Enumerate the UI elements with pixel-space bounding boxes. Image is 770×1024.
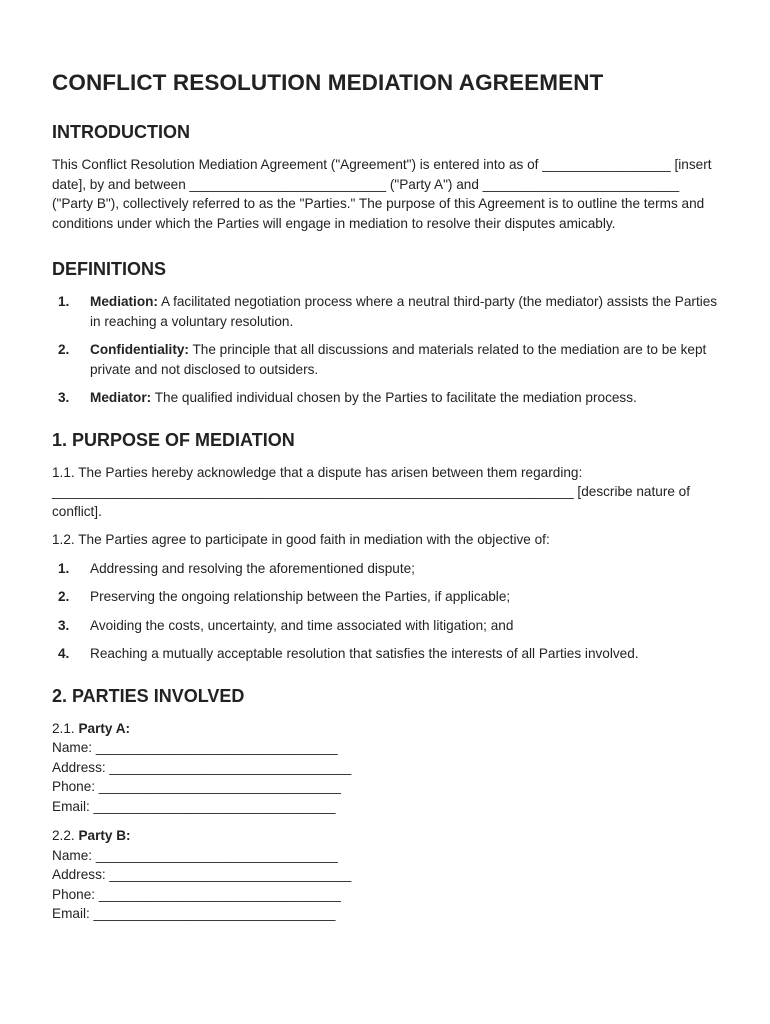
- purpose-paragraph-2: 1.2. The Parties agree to participate in good faith in mediation with the objective of:: [52, 532, 550, 547]
- objective-text: Reaching a mutually acceptable resolution that satisfies the interests of all Parties involved.: [90, 646, 639, 661]
- party-b-block: [52, 826, 718, 924]
- purpose-paragraph-1: 1.1. The Parties hereby acknowledge that a dispute has arisen between them regarding: _____________________________________________________________________ [describe nature of conflict].: [52, 464, 691, 519]
- definition-term: Mediator:: [90, 390, 152, 405]
- purpose-heading: 1. PURPOSE OF MEDIATION: [52, 429, 295, 450]
- party-b-phone-field: Phone: ________________________________: [52, 886, 341, 902]
- definition-text: [90, 388, 718, 408]
- party-a-name-field: Name: ________________________________: [52, 740, 338, 755]
- document-title: CONFLICT RESOLUTION MEDIATION AGREEMENT: [52, 70, 604, 95]
- party-b-label: Party B:: [78, 828, 131, 843]
- party-b-prefix: 2.2.: [52, 828, 79, 843]
- list-number: 1.: [58, 560, 70, 576]
- parties-heading: 2. PARTIES INVOLVED: [52, 685, 245, 706]
- definition-body: The principle that all discussions and materials related to the mediation are to be kept private and not disclosed to outsiders.: [90, 342, 707, 377]
- list-item: [52, 644, 718, 664]
- definitions-heading: DEFINITIONS: [52, 259, 167, 279]
- list-number: 4.: [58, 646, 70, 661]
- objective-text: Avoiding the costs, uncertainty, and time associated with litigation; and: [90, 617, 514, 633]
- party-a-prefix: 2.1.: [52, 720, 79, 736]
- purpose-section: [52, 430, 718, 664]
- parties-section: [52, 686, 718, 924]
- definitions-list: [52, 292, 718, 408]
- party-a-phone-field: Phone: ________________________________: [52, 779, 341, 794]
- list-number: 2.: [58, 589, 70, 604]
- list-item: [52, 292, 718, 331]
- definition-text: [90, 292, 718, 331]
- list-number: 3.: [58, 390, 70, 405]
- objective-text: Preserving the ongoing relationship between the Parties, if applicable;: [90, 589, 511, 604]
- list-item: [52, 616, 718, 636]
- definition-term: Confidentiality:: [90, 342, 189, 357]
- list-item: [52, 340, 718, 379]
- objective-text: Addressing and resolving the aforementioned dispute;: [90, 560, 415, 576]
- list-item: [52, 559, 718, 579]
- introduction-section: [52, 122, 718, 233]
- list-number: 1.: [58, 294, 70, 309]
- party-a-address-field: Address: ________________________________: [52, 759, 352, 775]
- party-b-address-field: Address: ________________________________: [52, 867, 352, 882]
- introduction-heading: INTRODUCTION: [52, 122, 190, 142]
- party-b-name-field: Name: ________________________________: [52, 847, 338, 863]
- introduction-text: This Conflict Resolution Mediation Agreement ("Agreement") is entered into as of _________________ [insert date], by and between __________________________ ("Party A") and __________________________ ("Party B"), collectively referred to as the "Parties." The purpose of this Agreement is to outline the terms and conditions under which the Parties will engage in mediation to resolve their disputes amicably.: [52, 157, 712, 231]
- party-a-label-line: [52, 719, 718, 739]
- definition-body: A facilitated negotiation process where a neutral third-party (the mediator) assists the Parties in reaching a voluntary resolution.: [90, 294, 718, 329]
- definition-term: Mediation:: [90, 294, 158, 309]
- party-b-email-field: Email: ________________________________: [52, 906, 336, 921]
- definition-body: The qualified individual chosen by the Parties to facilitate the mediation process.: [151, 390, 637, 405]
- party-b-label-line: [52, 826, 718, 846]
- list-item: [52, 587, 718, 607]
- definitions-section: [52, 259, 718, 408]
- list-number: 3.: [58, 617, 70, 633]
- list-number: 2.: [58, 342, 70, 357]
- purpose-objectives-list: [52, 559, 718, 664]
- list-item: [52, 388, 718, 408]
- party-a-block: [52, 719, 718, 817]
- definition-text: [90, 340, 718, 379]
- party-a-label: Party A:: [78, 720, 131, 736]
- party-a-email-field: Email: ________________________________: [52, 798, 336, 814]
